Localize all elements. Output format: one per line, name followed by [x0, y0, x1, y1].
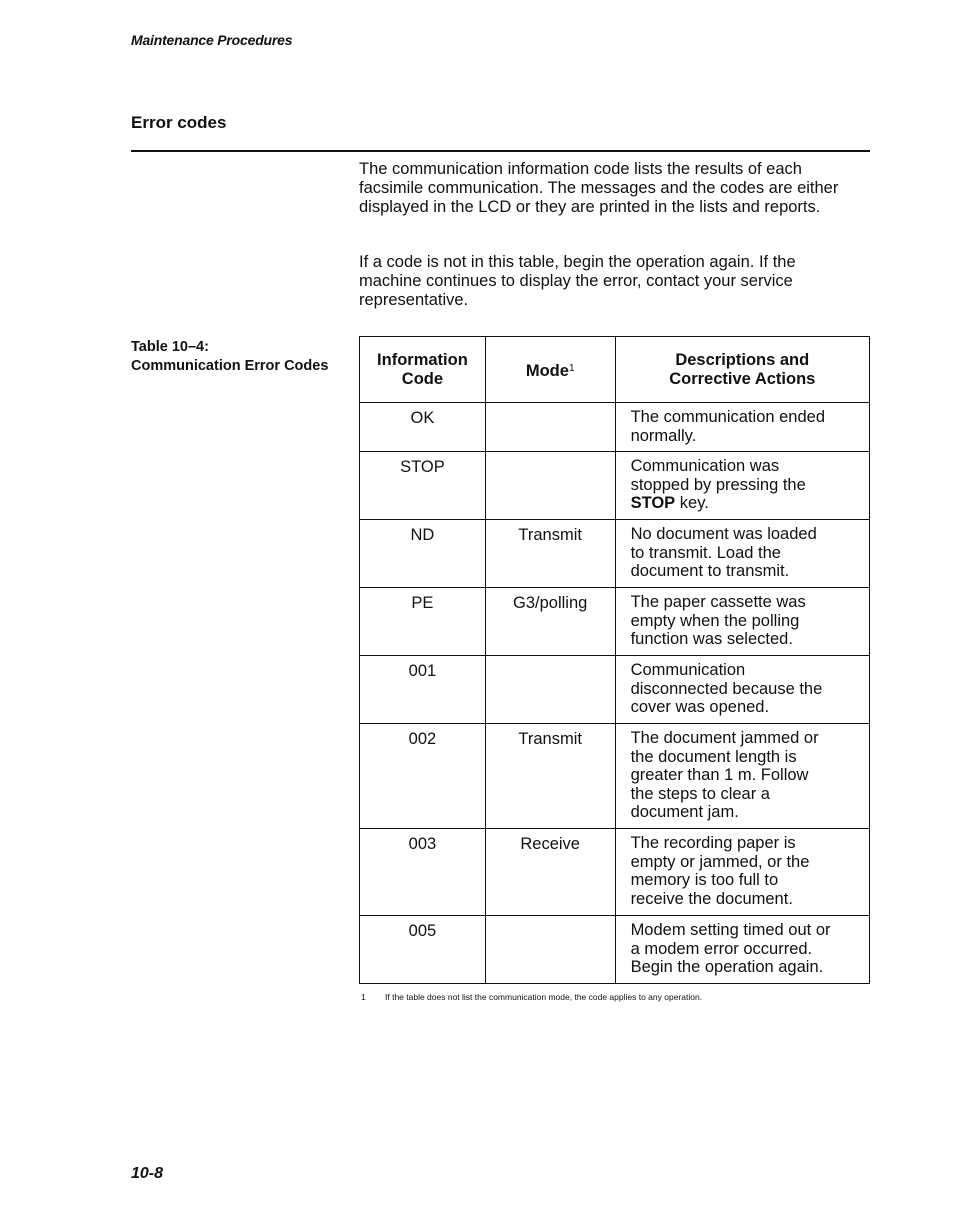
table-header-row	[360, 337, 870, 403]
cell-information-code: PE	[360, 588, 486, 656]
cell-description	[615, 452, 869, 520]
description-line: document to transmit.	[630, 562, 790, 581]
table-row	[360, 724, 870, 829]
cell-information-code: ND	[360, 520, 486, 588]
description-line: stopped by pressing the	[630, 475, 806, 494]
error-codes-table	[359, 336, 870, 984]
description-line: the document length is	[630, 747, 797, 766]
description-line: function was selected.	[630, 630, 793, 649]
header-code-line-2: Code	[401, 369, 444, 388]
table-row	[360, 916, 870, 984]
table-row	[360, 829, 870, 916]
cell-description	[615, 656, 869, 724]
cell-description	[615, 829, 869, 916]
description-line: The paper cassette was	[630, 593, 806, 611]
description-line: greater than 1 m. Follow	[630, 766, 809, 785]
cell-information-code: OK	[360, 403, 486, 452]
table-row	[360, 452, 870, 520]
cell-description	[615, 724, 869, 829]
description-line: No document was loaded	[630, 525, 817, 543]
description-line: The document jammed or	[630, 729, 819, 747]
header-mode-footnote-mark: 1	[568, 362, 575, 374]
table-caption-number: Table 10–4:	[131, 339, 209, 355]
description-line: to transmit. Load the	[630, 543, 781, 562]
cell-mode: Transmit	[485, 724, 615, 829]
cell-mode	[485, 403, 615, 452]
description-line: The recording paper is	[630, 834, 796, 852]
cell-mode	[485, 656, 615, 724]
table-row	[360, 520, 870, 588]
cell-mode: Receive	[485, 829, 615, 916]
header-desc-line-2: Corrective Actions	[669, 369, 816, 388]
description-line: empty or jammed, or the	[630, 852, 810, 871]
section-title: Error codes	[131, 113, 227, 132]
description-line: a modem error occurred.	[630, 939, 813, 958]
header-information-code	[360, 337, 486, 403]
stop-key-label: STOP	[630, 494, 676, 513]
description-line: Communication	[630, 661, 746, 679]
intro-paragraph-1: The communication information code lists the results of each facsimile communication. The messages and the codes are either displayed in the LCD or they are printed in the lists and reports.	[359, 160, 839, 216]
header-mode-label: Mode	[525, 361, 569, 380]
header-desc-line-1: Descriptions and	[675, 350, 810, 369]
footnote-text: If the table does not list the communication mode, the code applies to any operation.	[385, 992, 703, 1002]
cell-information-code: 003	[360, 829, 486, 916]
table-footnote	[361, 992, 702, 1002]
header-descriptions	[615, 337, 869, 403]
cell-information-code: 001	[360, 656, 486, 724]
description-line: the steps to clear a	[630, 784, 770, 803]
cell-description	[615, 520, 869, 588]
cell-information-code: 002	[360, 724, 486, 829]
table-caption	[131, 338, 356, 376]
cell-mode	[485, 452, 615, 520]
description-line: receive the document.	[630, 889, 793, 908]
footnote-mark: 1	[361, 992, 366, 1002]
description-line: Begin the operation again.	[630, 958, 824, 977]
header-mode	[485, 337, 615, 403]
table-row	[360, 656, 870, 724]
description-line: Modem setting timed out or	[630, 921, 831, 939]
cell-information-code: 005	[360, 916, 486, 984]
table-row	[360, 403, 870, 452]
description-line	[631, 494, 861, 513]
table-caption-title: Communication Error Codes	[131, 358, 329, 374]
header-code-line-1: Information	[377, 350, 468, 369]
description-line: Communication was	[630, 457, 780, 475]
description-line: memory is too full to	[630, 871, 779, 890]
description-line: disconnected because the	[630, 679, 823, 698]
description-line: cover was opened.	[630, 698, 770, 717]
description-line: document jam.	[630, 803, 739, 822]
cell-mode: Transmit	[485, 520, 615, 588]
cell-description	[615, 588, 869, 656]
section-rule	[131, 150, 870, 152]
table-body	[360, 403, 870, 984]
description-line: normally.	[630, 426, 697, 445]
cell-mode	[485, 916, 615, 984]
page-number: 10-8	[131, 1165, 164, 1182]
description-line: The communication ended	[630, 408, 826, 426]
cell-description	[615, 916, 869, 984]
cell-description	[615, 403, 869, 452]
cell-information-code: STOP	[360, 452, 486, 520]
table-row	[360, 588, 870, 656]
cell-mode: G3/polling	[485, 588, 615, 656]
running-head: Maintenance Procedures	[131, 32, 293, 48]
key-suffix: key.	[675, 494, 709, 513]
description-line: empty when the polling	[630, 611, 800, 630]
intro-paragraph-2: If a code is not in this table, begin the operation again. If the machine continues to display the error, contact your service representative.	[359, 253, 796, 309]
